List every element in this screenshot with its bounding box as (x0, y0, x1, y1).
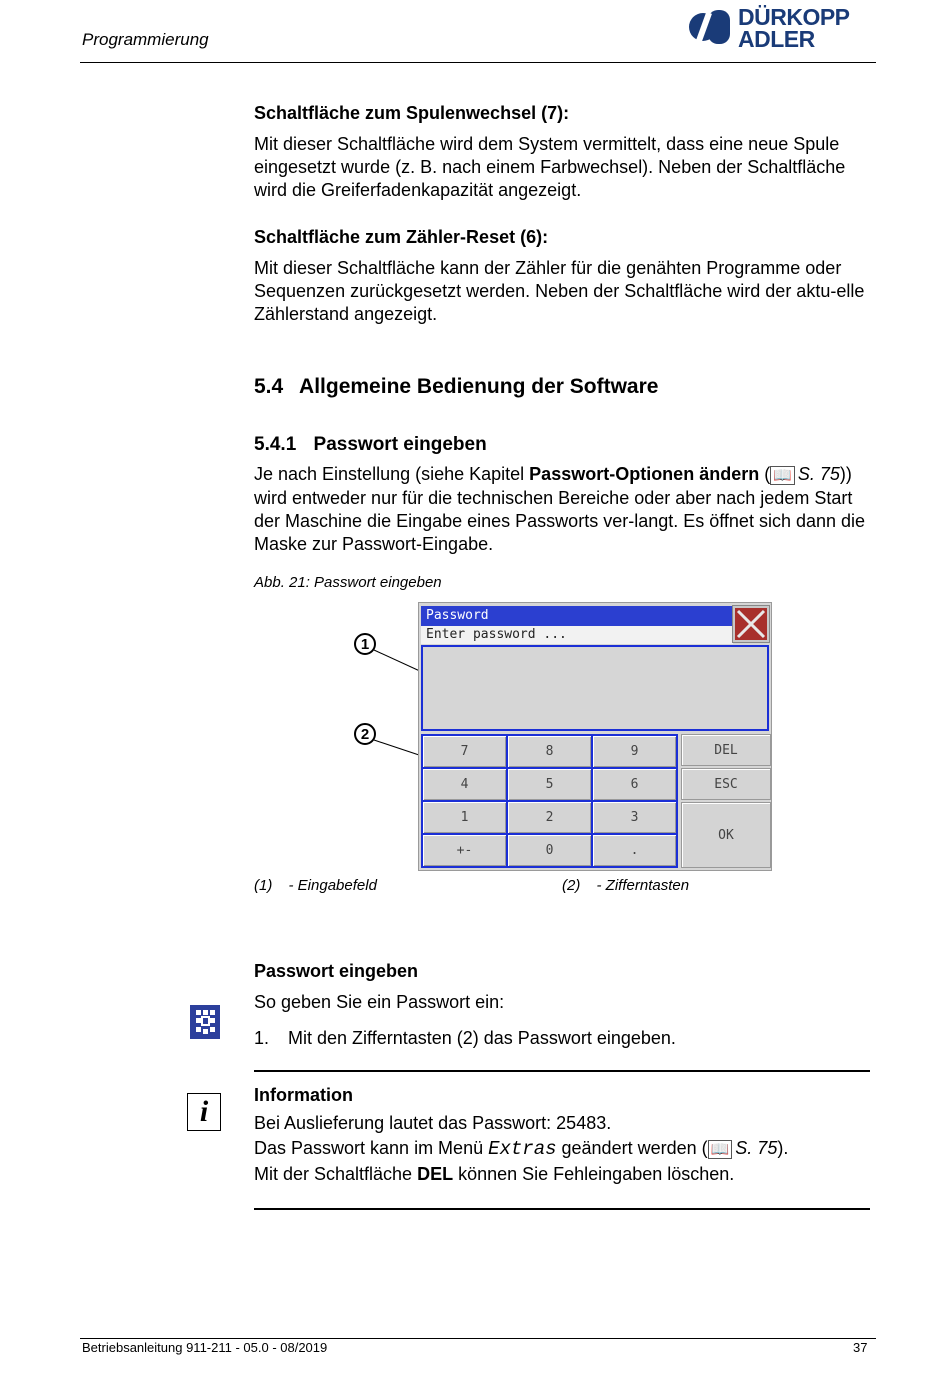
counter-heading: Schaltfläche zum Zähler-Reset (6): (254, 227, 549, 247)
callout-2: 2 (354, 723, 376, 745)
del-button[interactable]: DEL (681, 734, 771, 766)
info-line-3 (254, 1162, 874, 1187)
subsection-chapter-link[interactable]: Passwort-Optionen ändern (529, 464, 760, 484)
subsection-page-ref[interactable]: S. 75 (797, 464, 840, 484)
legend-item-2 (562, 877, 689, 894)
info-heading: Information (254, 1085, 353, 1105)
subsection-heading (254, 434, 874, 456)
key-4[interactable]: 4 (423, 769, 506, 800)
logo-mark-icon (688, 6, 734, 48)
key-0[interactable]: 0 (508, 835, 591, 866)
callout-1: 1 (354, 633, 376, 655)
logo-line-2: ADLER (738, 26, 815, 52)
procedure-heading: Passwort eingeben (254, 961, 419, 981)
info-line-2-pre: Das Passwort kann im Menü (254, 1138, 489, 1158)
subsection-text-pre: Je nach Einstellung (siehe Kapitel (254, 464, 530, 484)
legend-item-1 (254, 877, 377, 894)
info-line-3-post: können Sie Fehleingaben löschen. (453, 1164, 735, 1184)
password-input-field[interactable] (421, 645, 769, 731)
key-8[interactable]: 8 (508, 736, 591, 767)
footer-divider (80, 1338, 876, 1339)
key-6[interactable]: 6 (593, 769, 676, 800)
menu-extras: Extras (488, 1138, 557, 1160)
step-text: Mit den Zifferntasten (2) das Passwort eingeben. (288, 1028, 676, 1048)
key-9[interactable]: 9 (593, 736, 676, 767)
header-section-title: Programmierung (82, 30, 209, 49)
info-line-3-pre: Mit der Schaltfläche (254, 1164, 418, 1184)
key-plus-minus[interactable]: +- (423, 835, 506, 866)
info-section (254, 1085, 874, 1187)
info-line-2-post: ). (777, 1138, 789, 1158)
subsection-text-post: )) wird entweder nur für die technischen Bereiche oder aber nach jedem Start der Maschine die Eingabe eines Passworts ver-langt. Es öffnet sich dann die Maske zur Passwort-Eingabe. (254, 464, 866, 554)
counter-text: Mit dieser Schaltfläche kann der Zähler für die genähten Programme oder Sequenzen zurückgesetzt werden. Neben der Schaltfläche wird der aktu-elle Zählerstand angezeigt. (254, 258, 865, 324)
close-button[interactable] (732, 605, 770, 643)
brand-logo (688, 6, 878, 56)
footer-page-number: 37 (853, 1340, 868, 1355)
key-1[interactable]: 1 (423, 802, 506, 833)
info-del-label: DEL (417, 1164, 454, 1184)
legend-1-number: (1) (254, 877, 273, 894)
key-2[interactable]: 2 (508, 802, 591, 833)
counter-section (254, 227, 874, 326)
key-7[interactable]: 7 (423, 736, 506, 767)
logo-line-1: DÜRKOPP (738, 4, 850, 30)
info-line-2 (254, 1136, 874, 1162)
procedure-icon (190, 1005, 220, 1039)
esc-button[interactable]: ESC (681, 768, 771, 800)
figure-caption: Abb. 21: Passwort eingeben (254, 574, 442, 591)
subsection-body (254, 463, 874, 556)
password-dialog-figure (418, 602, 772, 871)
section-title: Allgemeine Bedienung der Software (299, 375, 659, 398)
book-icon: 📖 (770, 466, 795, 485)
spool-section (254, 103, 874, 202)
info-icon: i (187, 1093, 221, 1131)
section-heading (254, 375, 874, 399)
close-icon (733, 606, 769, 642)
subsection-title: Passwort eingeben (313, 434, 487, 455)
key-3[interactable]: 3 (593, 802, 676, 833)
ok-button[interactable]: OK (681, 802, 771, 868)
spool-heading: Schaltfläche zum Spulenwechsel (7): (254, 103, 570, 123)
function-keys (681, 734, 771, 868)
info-line-2-mid: geändert werden ( (556, 1138, 708, 1158)
key-decimal[interactable]: . (593, 835, 676, 866)
dialog-title-bar: Password (421, 606, 733, 626)
footer-document-id: Betriebsanleitung 911-211 - 05.0 - 08/2019 (82, 1340, 328, 1355)
info-line-1: Bei Auslieferung lautet das Passwort: 25483. (254, 1113, 612, 1133)
key-5[interactable]: 5 (508, 769, 591, 800)
procedure-step-1 (254, 1027, 874, 1050)
subsection-number: 5.4.1 (254, 434, 297, 455)
numeric-keypad (421, 734, 678, 868)
legend-1-text: - Eingabefeld (288, 877, 377, 894)
procedure-intro: So geben Sie ein Passwort ein: (254, 992, 505, 1012)
section-number: 5.4 (254, 375, 284, 398)
book-icon-2: 📖 (708, 1140, 733, 1159)
info-top-rule (254, 1070, 870, 1072)
legend-2-number: (2) (562, 877, 581, 894)
step-number: 1. (254, 1028, 270, 1048)
info-page-ref[interactable]: S. 75 (735, 1138, 778, 1158)
procedure-section (254, 961, 874, 1050)
header-divider (80, 62, 876, 63)
subsection-paren: ( (759, 464, 771, 484)
dialog-prompt: Enter password ... (421, 626, 733, 644)
legend-2-text: - Zifferntasten (596, 877, 690, 894)
spool-text: Mit dieser Schaltfläche wird dem System vermittelt, dass eine neue Spule eingesetzt wurde (z. B. nach einem Farbwechsel). Neben der Schaltfläche wird die Greiferfadenkapazität angezeigt. (254, 134, 846, 200)
info-bottom-rule (254, 1208, 870, 1210)
